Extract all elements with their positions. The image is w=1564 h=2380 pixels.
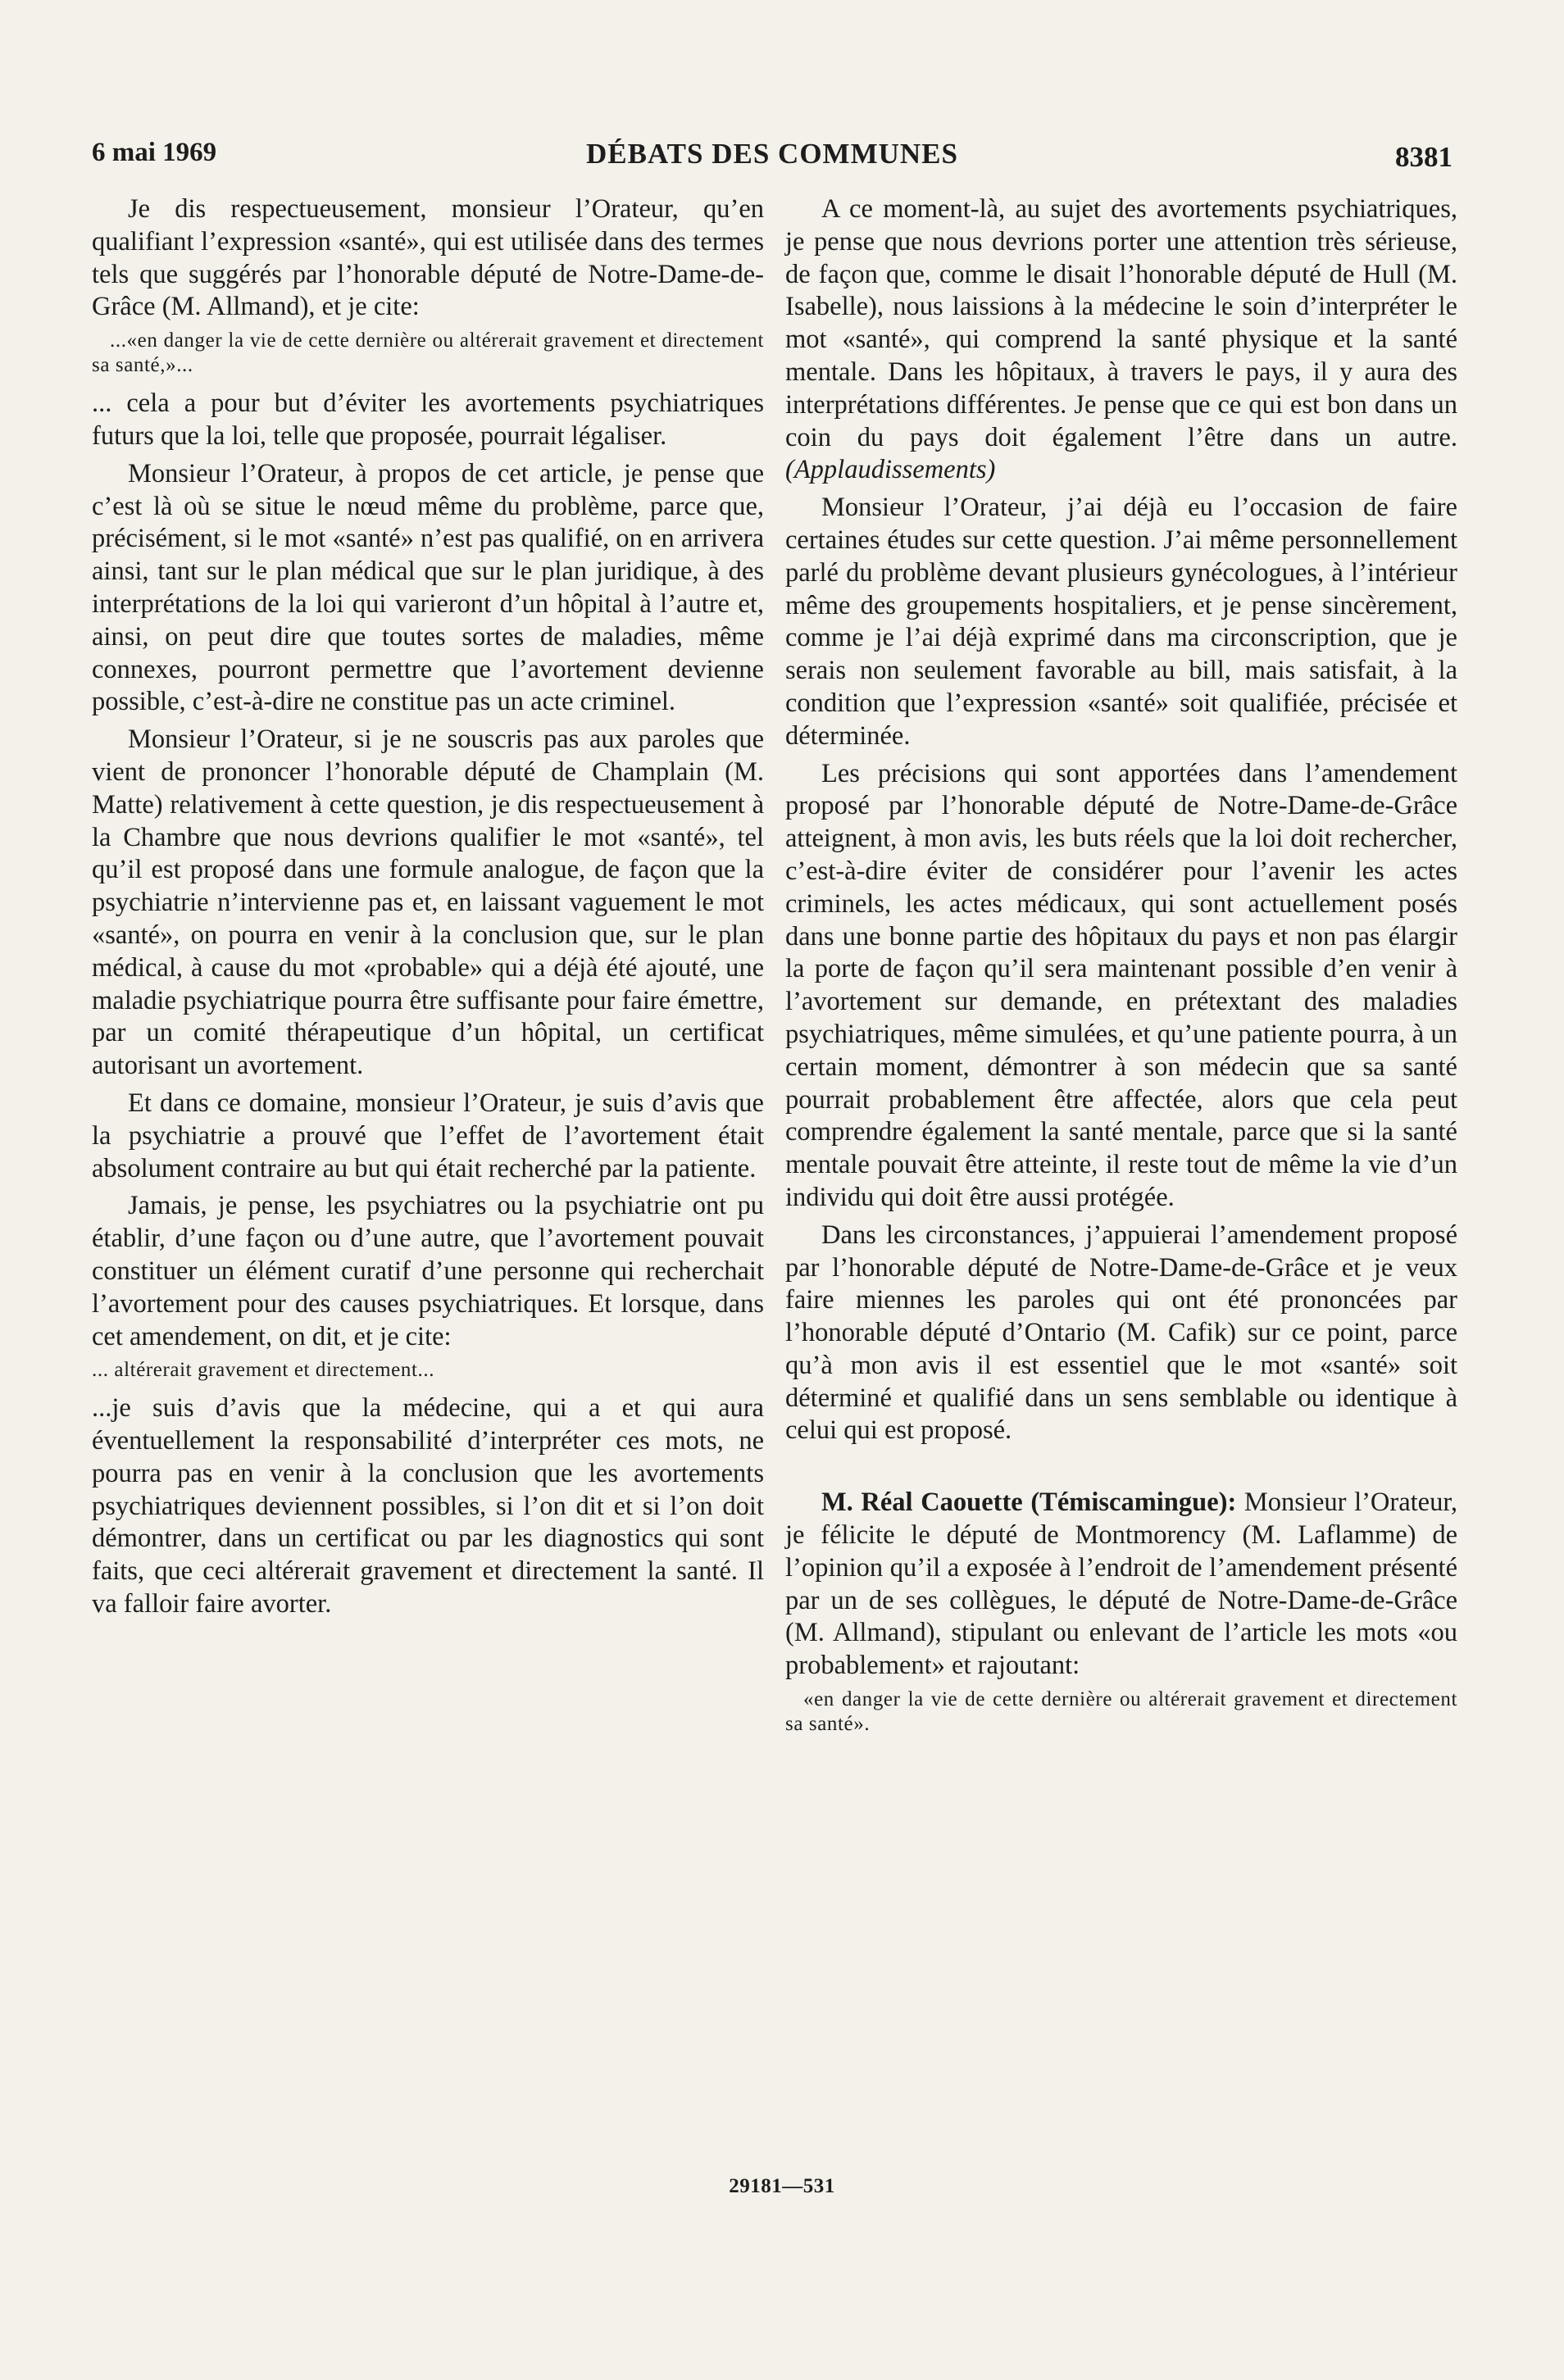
paragraph-text: Monsieur l’Orateur, je félicite le député de Montmorency (M. Laflamme) de l’opinion qu’il a exposée à l’endroit de l’amendement présenté par un de ses collègues, le député de Notre-Dame-de-Grâce (M. Allmand), stipulant ou enlevant de l’article les mots «ou probablement» et rajoutant: bbox=[785, 1488, 1457, 1681]
applause-note: (Applaudissements) bbox=[785, 455, 996, 485]
speaker-paragraph bbox=[785, 1487, 1457, 1683]
header-title: DÉBATS DES COMMUNES bbox=[586, 138, 958, 170]
paragraph: Monsieur l’Orateur, j’ai déjà eu l’occasion de faire certaines études sur cette question. J’ai même personnellement parlé du problème devant plusieurs gynécologues, à l’intérieur même des groupements hospitaliers, et je pense sincèrement, comme je l’ai déjà exprimé dans ma circonscription, que je serais non seulement favorable au bill, mais satisfait, à la condition que l’expression «santé» soit qualifiée, précisée et déterminée. bbox=[785, 493, 1457, 751]
page-header bbox=[92, 138, 1453, 179]
left-column bbox=[92, 193, 764, 1626]
paragraph bbox=[785, 193, 1457, 487]
paragraph: Monsieur l’Orateur, si je ne souscris pas aux paroles que vient de prononcer l’honorable député de Champlain (M. Matte) relativement à cette question, je dis respectueusement à la Chambre que nous devrions qualifier le mot «santé», tel qu’il est proposé dans une formule analogue, de façon que la psychiatrie n’intervienne pas et, en laissant vaguement le mot «santé», on pourra en venir à la conclusion que, sur le plan médical, à cause du mot «probable» qui a déjà été ajouté, une maladie psychiatrique pourra être suffisante pour faire émettre, par un comité thérapeutique d’un hôpital, un certificat autorisant un avortement. bbox=[92, 724, 764, 1081]
paragraph: Monsieur l’Orateur, à propos de cet article, je pense que c’est là où se situe le nœud même du problème, parce que, précisément, si le mot «santé» n’est pas qualifié, on en arrivera ainsi, tant sur le plan médical que sur le plan juridique, à des interprétations de la loi qui varieront d’un hôpital à l’autre et, ainsi, on peut dire que toutes sortes de maladies, même connexes, pourront permettre que l’avortement devienne possible, c’est-à-dire ne constitue pas un acte criminel. bbox=[92, 458, 764, 717]
quotation: ...«en danger la vie de cette dernière ou altérerait gravement et directement sa santé,»... bbox=[92, 329, 764, 377]
paragraph: Jamais, je pense, les psychiatres ou la psychiatrie ont pu établir, d’une façon ou d’une autre, que l’avortement pouvait constituer un élément curatif d’une personne qui recherchait l’avortement pour des causes psychiatriques. Et lorsque, dans cet amendement, on dit, et je cite: bbox=[92, 1191, 764, 1351]
right-column bbox=[785, 193, 1457, 1746]
paragraph: Et dans ce domaine, monsieur l’Orateur, je suis d’avis que la psychiatrie a prouvé que l’effet de l’avortement était absolument contraire au but qui était recherché par la patiente. bbox=[92, 1088, 764, 1183]
section-gap bbox=[785, 1452, 1457, 1487]
paragraph: Dans les circonstances, j’appuierai l’amendement proposé par l’honorable député de Notre-Dame-de-Grâce et je veux faire miennes les paroles qui ont été prononcées par l’honorable député d’Ontario (M. Cafik) sur ce point, parce qu’à mon avis il est essentiel que le mot «santé» soit déterminé et qualifié dans un sens semblable ou identique à celui qui est proposé. bbox=[785, 1220, 1457, 1446]
paragraph: Je dis respectueusement, monsieur l’Orateur, qu’en qualifiant l’expression «santé», qui est utilisée dans des termes tels que suggérés par l’honorable député de Notre-Dame-de-Grâce (M. Allmand), et je cite: bbox=[92, 194, 764, 322]
paragraph-text: A ce moment-là, au sujet des avortements psychiatriques, je pense que nous devrions porter une attention très sérieuse, de façon que, comme le disait l’honorable député de Hull (M. Isabelle), nous laissions à la médecine le soin d’interpréter le mot «santé», qui comprend la santé physique et la santé mentale. Dans les hôpitaux, à travers le pays, il y aura des interprétations différentes. Je pense que ce qui est bon dans un coin du pays doit également l’être dans un autre. bbox=[785, 194, 1457, 452]
quotation: «en danger la vie de cette dernière ou altérerait gravement et directement sa santé». bbox=[785, 1688, 1457, 1736]
footer-code: 29181—531 bbox=[729, 2175, 835, 2197]
page-number: 8381 bbox=[1395, 141, 1453, 173]
quotation: ... altérerait gravement et directement... bbox=[92, 1359, 435, 1382]
speaker-name: M. Réal Caouette (Témiscamingue): bbox=[821, 1488, 1237, 1518]
paragraph: ...je suis d’avis que la médecine, qui a et qui aura éventuellement la responsabilité d’interpréter ces mots, ne pourra pas en venir à la conclusion que les avortements psychiatriques deviennent possibles, si l’on dit et si l’on doit démontrer, dans un certificat ou par les diagnostics qui sont faits, que ceci altérerait gravement et directement la santé. Il va falloir faire avorter. bbox=[92, 1393, 764, 1619]
paragraph: Les précisions qui sont apportées dans l’amendement proposé par l’honorable député de Notre-Dame-de-Grâce atteignent, à mon avis, les buts réels que la loi doit rechercher, c’est-à-dire éviter de considérer pour l’avenir les actes criminels, les actes médicaux, qui sont actuellement posés dans une bonne partie des hôpitaux du pays et non pas élargir la porte de façon qu’il sera maintenant possible d’en venir à l’avortement sur demande, en prétextant des maladies psychiatriques, même simulées, et qu’une patiente pourra, à un certain moment, démontrer à son médecin que sa santé pourrait probablement être affectée, alors que cela peut comprendre également la santé mentale, parce que si la santé mentale pouvait être atteinte, il reste tout de même la vie d’un individu qui doit être aussi protégée. bbox=[785, 758, 1457, 1212]
header-date: 6 mai 1969 bbox=[92, 138, 217, 167]
paragraph: ... cela a pour but d’éviter les avortements psychiatriques futurs que la loi, telle que proposée, pourrait légaliser. bbox=[92, 388, 764, 451]
